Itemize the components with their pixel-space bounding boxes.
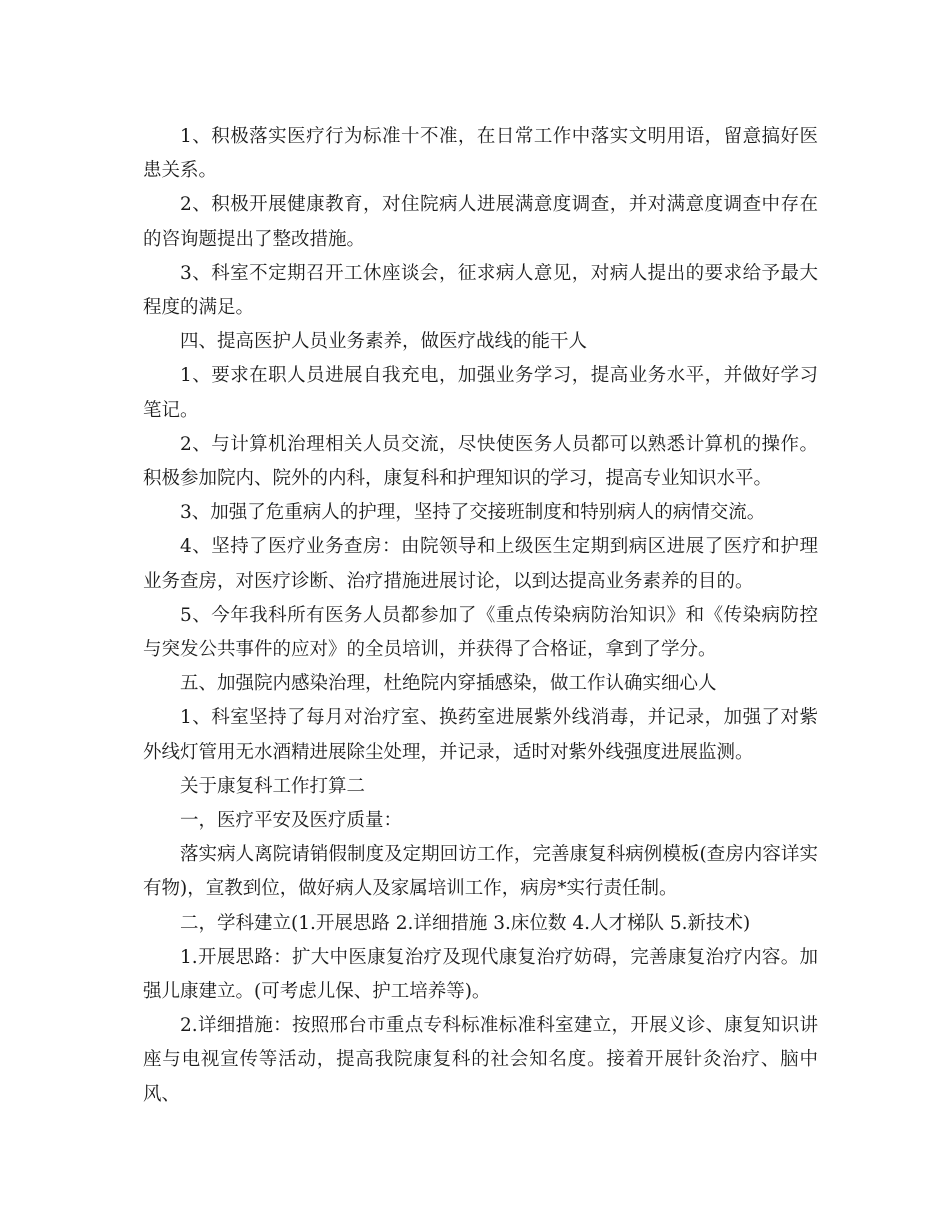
paragraph-item-3: 3、科室不定期召开工休座谈会，征求病人意见，对病人提出的要求给予最大程度的满足。 — [143, 262, 818, 319]
document-body — [143, 120, 818, 1112]
section-heading-4: 四、提高医护人员业务素养，做医疗战线的能干人 — [180, 331, 588, 353]
section-heading-2: 二，学科建立(1.开展思路 2.详细措施 3.床位数 4.人才梯队 5.新技术) — [180, 912, 751, 934]
paragraph-item-4-5: 5、今年我科所有医务人员都参加了《重点传染病防治知识》和《传染病防控与突发公共事件的应对》的全员培训，并获得了合格证，拿到了学分。 — [143, 604, 818, 661]
paragraph-item-5-1: 1、科室坚持了每月对治疗室、换药室进展紫外线消毒，并记录，加强了对紫外线灯管用无水酒精进展除尘处理，并记录，适时对紫外线强度进展监测。 — [143, 707, 818, 763]
paragraph-item-4-4: 4、坚持了医疗业务查房：由院领导和上级医生定期到病区进展了医疗和护理业务查房，对医疗诊断、治疗措施进展讨论，以到达提高业务素养的目的。 — [143, 536, 818, 592]
document-subtitle: 关于康复科工作打算二 — [180, 775, 366, 797]
paragraph-item-2-1: 1.开展思路：扩大中医康复治疗及现代康复治疗妨碍，完善康复治疗内容。加强儿康建立。(可考虑儿保、护工培养等)。 — [143, 946, 818, 1003]
section-heading-1: 一，医疗平安及医疗质量： — [180, 810, 403, 832]
paragraph-item-4-3: 3、加强了危重病人的护理，坚持了交接班制度和特别病人的病情交流。 — [180, 502, 766, 524]
section-heading-5: 五、加强院内感染治理，杜绝院内穿插感染，做工作认确实细心人 — [180, 673, 717, 695]
paragraph-item-4-2: 2、与计算机治理相关人员交流，尽快使医务人员都可以熟悉计算机的操作。积极参加院内、院外的内科，康复科和护理知识的学习，提高专业知识水平。 — [143, 433, 818, 490]
paragraph-item-2-2: 2.详细措施：按照邢台市重点专科标准标准科室建立，开展义诊、康复知识讲座与电视宣传等活动，提高我院康复科的社会知名度。接着开展针灸治疗、脑中风、 — [143, 1015, 818, 1105]
paragraph-item-4-1: 1、要求在职人员进展自我充电，加强业务学习，提高业务水平，并做好学习笔记。 — [143, 365, 818, 421]
paragraph-item-2: 2、积极开展健康教育，对住院病人进展满意度调查，并对满意度调查中存在的咨询题提出了整改措施。 — [143, 194, 818, 250]
paragraph-item-1: 1、积极落实医疗行为标准十不准，在日常工作中落实文明用语，留意搞好医患关系。 — [143, 126, 818, 182]
paragraph-quality: 落实病人离院请销假制度及定期回访工作，完善康复科病例模板(查房内容详实有物)，宣教到位，做好病人及家属培训工作，病房*实行责任制。 — [143, 844, 818, 900]
